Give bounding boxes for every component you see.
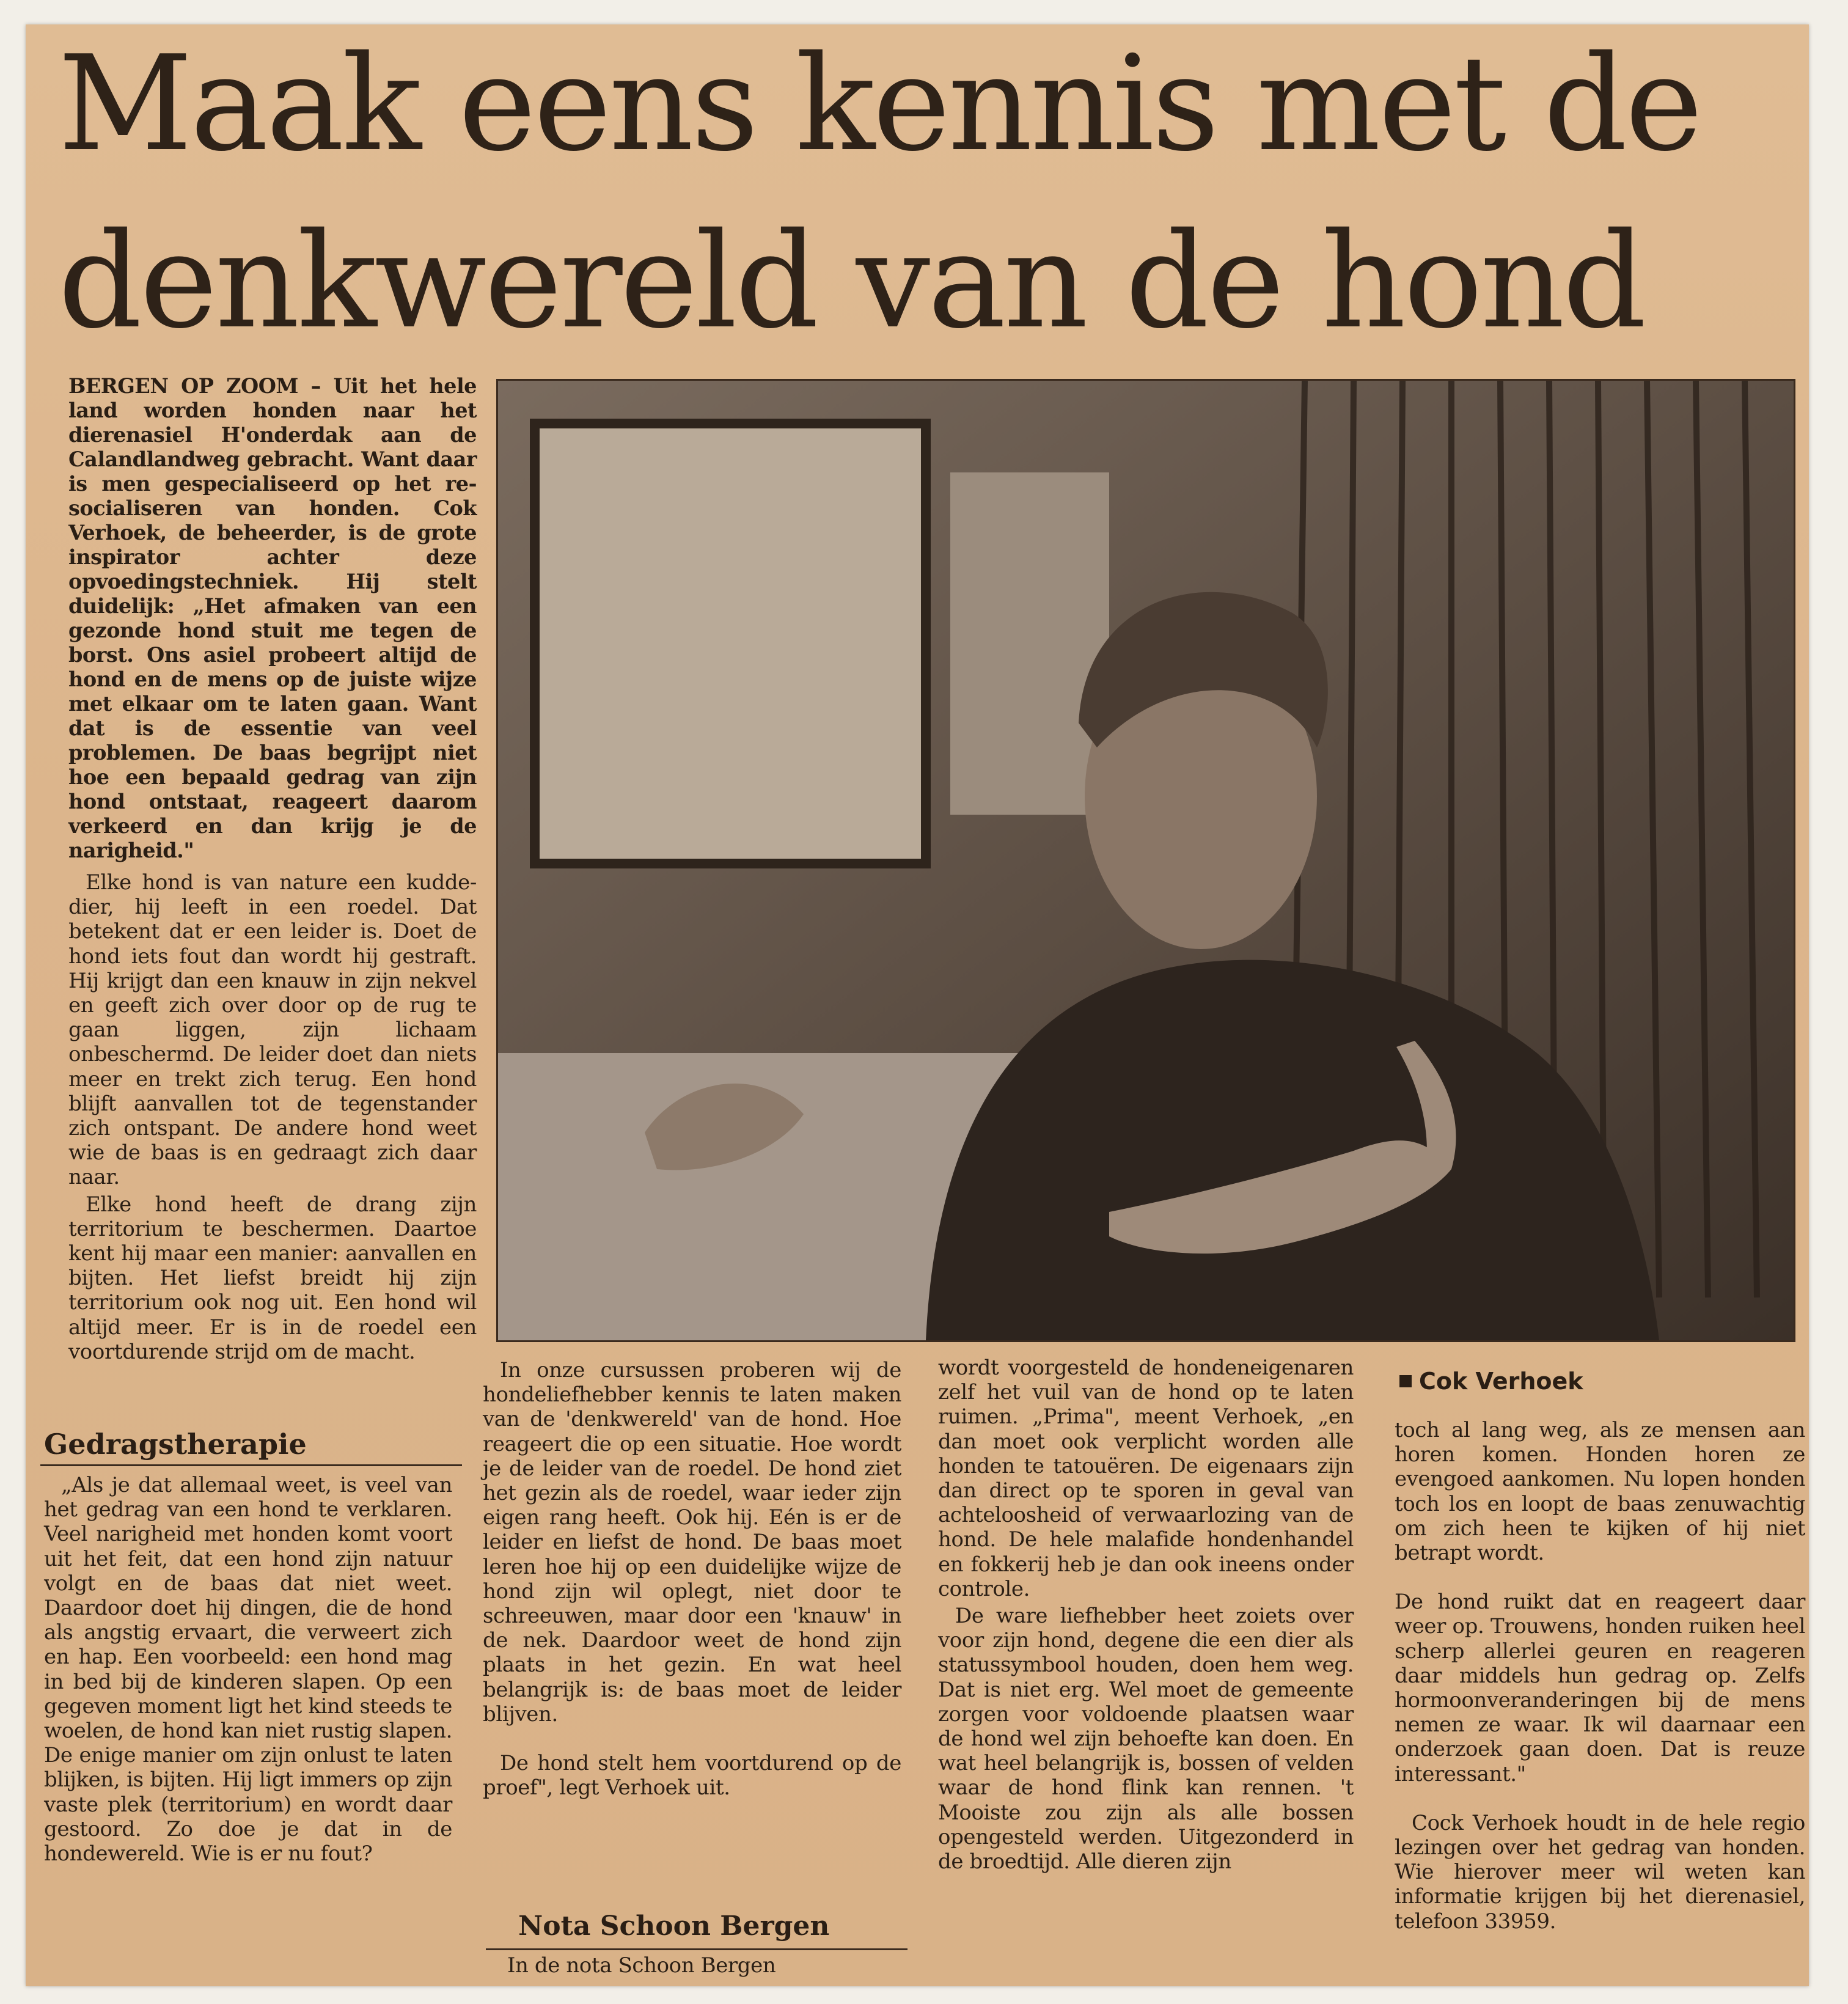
subhead-nota-schoon-bergen: Nota Schoon Bergen [518,1910,830,1942]
paragraph: In onze cursussen proberen wij de hondeliefhebber kennis te laten maken van de 'denkwereld' van de hond. Hoe reageert die op een situatie. Hoe wordt je de leider van de roedel. De hond ziet het gezin als de roedel, waar ieder zijn eigen rang heeft. Ook hij. Eén is er de leider en liefst de hond. De baas moet leren hoe hij op een duidelijke wijze de hond zijn wil oplegt, niet door te schreeuwen, maar door een 'knauw' in de nek. Daardoor weet de hond zijn plaats in het gezin. En wat heel belangrijk is: de baas moet de leider blijven. [483,1358,901,1727]
article-column-2-continued [507,1953,911,1978]
photo-caption [1399,1368,1583,1395]
article-column-1 [68,374,477,1364]
paragraph: In de nota Schoon Bergen [507,1953,776,1978]
paragraph: Elke hond is van nature een kudde-dier, hij leeft in een roedel. Dat betekent dat er een leider is. Doet de hond iets fout dan wordt hij gestraft. Hij krijgt dan een knauw in zijn nekvel en geeft zich over door op de rug te gaan liggen, zijn lichaam onbeschermd. De leider doet dan niets meer en trekt zich terug. Een hond blijft aanvallen tot de tegenstander zich ontspant. De andere hond weet wie de baas is en gedraagt zich daar naar. [68,870,477,1190]
paragraph: De hond stelt hem voortdurend op de proef", legt Verhoek uit. [483,1751,901,1800]
caption-square-icon [1399,1375,1412,1387]
paragraph: Cock Verhoek houdt in de hele regio lezingen over het gedrag van honden. Wie hierover meer wil weten kan informatie krijgen bij het dierenasiel, telefoon 33959. [1395,1810,1805,1934]
subhead-rule [40,1464,462,1466]
lead-paragraph: BERGEN OP ZOOM – Uit het hele land worden honden naar het dierenasiel H'onderdak aan de Calandlandweg gebracht. Want daar is men gespecialiseerd op het re-socialiseren van honden. Cok Verhoek, de beheerder, is de grote inspirator achter deze opvoedingstechniek. Hij stelt duidelijk: „Het afmaken van een gezonde hond stuit me tegen de borst. Ons asiel probeert altijd de hond en de mens op de juiste wijze met elkaar om te laten gaan. Want dat is de essentie van veel problemen. De baas begrijpt niet hoe een bepaald gedrag van zijn hond ontstaat, reageert daarom verkeerd en dan krijg je de narigheid." [68,374,477,862]
headline-line-2: denkwereld van de hond [58,204,1645,358]
headline-line-1: Maak eens kennis met de [58,27,1701,180]
article-column-2 [483,1358,901,1800]
article-column-4 [1395,1418,1805,1934]
subhead-gedragstherapie: Gedragstherapie [44,1428,307,1461]
paragraph: De ware liefhebber heet zoiets over voor zijn hond, degene die een dier als statussymbool houden, doen hem weg. Dat is niet erg. Wel moet de gemeente zorgen voor voldoende plaatsen waar de hond wel zijn behoefte kan doen. En wat heel belangrijk is, bossen of velden waar de hond flink kan rennen. 't Mooiste zou zijn als alle bossen opengesteld werden. Uitgezonderd in de broedtijd. Alle dieren zijn [938,1604,1354,1874]
photo-cok-verhoek [496,379,1795,1342]
subhead-rule [486,1948,908,1950]
paragraph: „Als je dat allemaal weet, is veel van het gedrag van een hond te verklaren. Veel narigheid met honden komt voort uit het feit, dat een hond zijn natuur volgt en de baas dat niet weet. Daardoor doet hij dingen, die de hond als angstig ervaart, die verweert zich en hap. Een voorbeeld: een hond mag in bed bij de kinderen slapen. Op een gegeven moment ligt het kind steeds te woelen, de hond kan niet rustig slapen. De enige manier om zijn onlust te laten blijken, is bijten. Hij ligt immers op zijn vaste plek (territorium) en wordt daar gestoord. Zo doe je dat in de hondewereld. Wie is er nu fout? [44,1473,452,1866]
photo-image [498,381,1794,1340]
paragraph: Elke hond heeft de drang zijn territorium te beschermen. Daartoe kent hij maar een manier: aanvallen en bijten. Het liefst breidt hij zijn territorium ook nog uit. Een hond wil altijd meer. Er is in de roedel een voortdurende strijd om de macht. [68,1192,477,1364]
paragraph: toch al lang weg, als ze mensen aan horen komen. Honden horen ze evengoed aankomen. Nu lopen honden toch los en loopt de baas zenuwachtig om zich heen te kijken of hij niet betrapt wordt. [1395,1418,1805,1566]
article-column-3 [938,1356,1354,1874]
article-column-1-continued [44,1473,452,1866]
paragraph: wordt voorgesteld de hondeneigenaren zelf het vuil van de hond op te laten ruimen. „Prima", meent Verhoek, „en dan moet ook verplicht worden alle honden te tatouëren. De eigenaars zijn dan direct op te sporen in geval van achteloosheid of verwaarlozing van de hond. De hele malafide hondenhandel en fokkerij heb je dan ook ineens onder controle. [938,1356,1354,1601]
paragraph: De hond ruikt dat en reageert daar weer op. Trouwens, honden ruiken heel scherp allerlei geuren en reageren daar middels hun gedrag op. Zelfs hormoonveranderingen bij de mens nemen ze waar. Ik wil daarnaar een onderzoek gaan doen. Dat is reuze interessant." [1395,1590,1805,1786]
caption-text: Cok Verhoek [1419,1368,1583,1395]
